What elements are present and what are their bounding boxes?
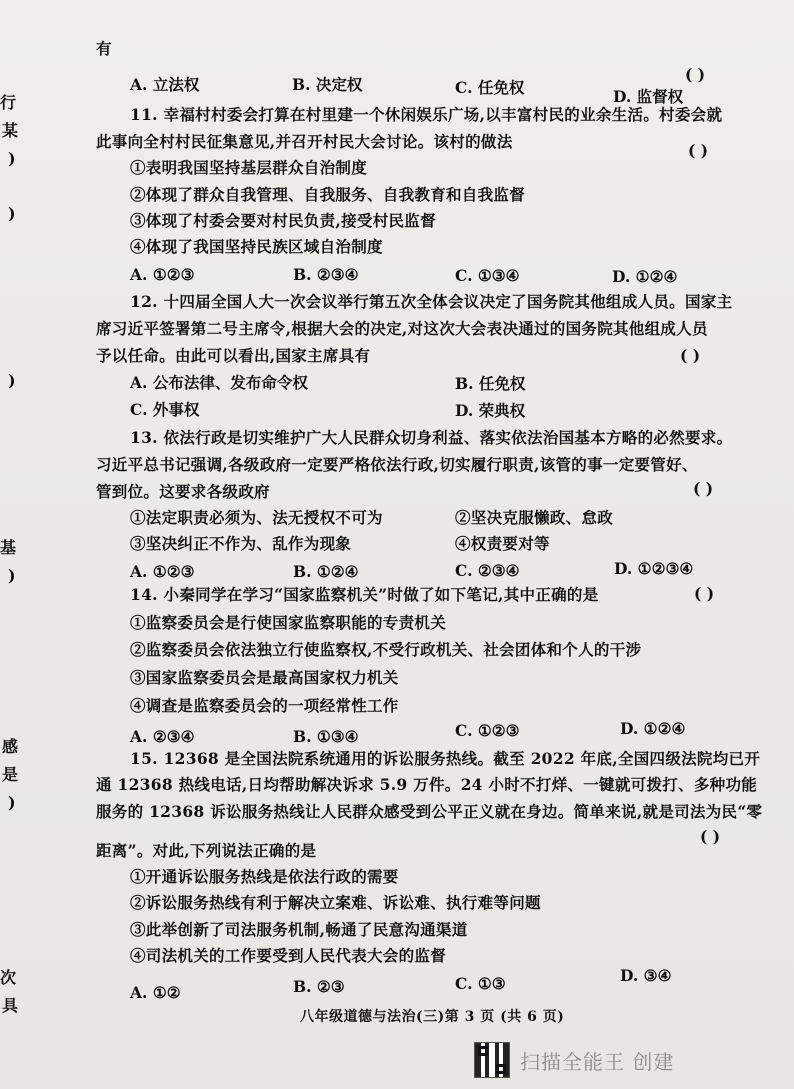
q11-stem-line1: 11. 幸福村村委会打算在村里建一个休闲娱乐广场,以丰富村民的业余生活。村委会就 — [130, 105, 723, 124]
q14-item-3: ③国家监察委员会是最高国家权力机关 — [130, 668, 399, 687]
q14-item-1: ①监察委员会是行使国家监察职能的专责机关 — [130, 613, 447, 632]
q15-stem-line1: 15. 12368 是全国法院系统通用的诉讼服务热线。截至 2022 年底,全国四级法院均已开 — [130, 749, 761, 768]
answer-paren: ( ) — [680, 346, 701, 365]
q11-item-4: ④体现了我国坚持民族区域自治制度 — [130, 237, 383, 256]
q15-stem-line2: 通 12368 热线电话,日均帮助解决诉求 5.9 万件。24 小时不打烊、一键就可拨打、多种功能 — [96, 775, 758, 794]
q13-stem-line2: 习近平总书记强调,各级政府一定要严格依法行政,切实履行职责,该管的事一定要管好、 — [96, 455, 698, 474]
q14-item-4: ④调查是监察委员会的一项经常性工作 — [130, 696, 399, 715]
q14-item-2: ②监察委员会依法独立行使监察权,不受行政机关、社会团体和个人的干涉 — [130, 640, 642, 659]
q12-stem-line3: 予以任命。由此可以看出,国家主席具有 — [96, 346, 371, 365]
option-d: D. ①②④ — [612, 267, 678, 286]
margin-char: ) — [8, 149, 16, 168]
q13-stem-line1: 13. 依法行政是切实维护广大人民群众切身利益、落实依法治国基本方略的必然要求。 — [130, 428, 733, 447]
q13-stem-line3: 管到位。这要求各级政府 — [96, 482, 270, 501]
margin-char: ) — [8, 566, 16, 585]
margin-char: 基 — [0, 538, 17, 557]
margin-char: ) — [8, 793, 16, 812]
option-a: A. 立法权 — [130, 75, 200, 94]
q15-item-4: ④司法机关的工作要受到人民代表大会的监督 — [130, 946, 447, 965]
watermark-text: 扫描全能王 创建 — [520, 1049, 675, 1074]
option-b: B. ①③④ — [293, 727, 359, 746]
q12-stem-line1: 12. 十四届全国人大一次会议举行第五次全体会议决定了国务院其他组成人员。国家主 — [130, 292, 733, 311]
margin-char: 某 — [2, 121, 19, 140]
option-c: C. ②③④ — [455, 561, 520, 580]
option-d: D. ①②③④ — [614, 559, 694, 578]
option-d: D. ①②④ — [620, 719, 686, 738]
q14-stem: 14. 小秦同学在学习“国家监察机关”时做了如下笔记,其中正确的是 — [130, 585, 599, 604]
option-a: A. ①②③ — [130, 562, 195, 581]
q11-item-1: ①表明我国坚持基层群众自治制度 — [130, 158, 368, 177]
option-c: C. 任免权 — [455, 78, 525, 97]
option-c: C. ①②③ — [455, 721, 520, 740]
q11-item-2: ②体现了群众自我管理、自我服务、自我教育和自我监督 — [130, 185, 526, 204]
option-b: B. ②③④ — [293, 265, 359, 284]
margin-char: 具 — [2, 996, 19, 1015]
answer-paren: ( ) — [688, 141, 709, 160]
q12-stem-line2: 席习近平签署第二号主席令,根据大会的决定,对这次大会表决通过的国务院其他组成人员 — [96, 319, 708, 338]
margin-char: 行 — [0, 93, 17, 112]
option-b: B. 任免权 — [455, 374, 526, 393]
answer-paren: ( ) — [693, 479, 714, 498]
qr-code-icon — [474, 1042, 510, 1078]
q15-item-1: ①开通诉讼服务热线是依法行政的需要 — [130, 867, 399, 886]
option-b: B. 决定权 — [292, 75, 363, 94]
option-a: A. ①② — [130, 983, 181, 1002]
q15-item-2: ②诉讼服务热线有利于解决立案难、诉讼难、执行难等问题 — [130, 893, 541, 912]
margin-char: 次 — [0, 968, 17, 987]
option-c: C. ①③ — [455, 974, 506, 993]
q13-item-4: ④权责要对等 — [455, 534, 550, 553]
answer-paren: ( ) — [700, 827, 721, 846]
q11-stem-line2: 此事向全村村民征集意见,并召开村民大会讨论。该村的做法 — [96, 132, 513, 151]
q13-item-3: ③坚决纠正不作为、乱作为现象 — [130, 534, 352, 553]
q15-stem-line4: 距离”。对此,下列说法正确的是 — [96, 841, 317, 860]
prev-question-tail: 有 — [96, 39, 112, 58]
scanner-watermark — [474, 1040, 674, 1080]
option-a: A. ②③④ — [130, 727, 195, 746]
q15-item-3: ③此举创新了司法服务机制,畅通了民意沟通渠道 — [130, 920, 468, 939]
option-d: D. ③④ — [620, 966, 672, 985]
margin-char: ) — [8, 204, 16, 223]
q13-item-2: ②坚决克服懒政、怠政 — [455, 508, 614, 527]
option-a: A. 公布法律、发布命令权 — [130, 373, 308, 392]
margin-char: 感 — [2, 737, 19, 756]
q13-item-1: ①法定职责必须为、法无授权不可为 — [130, 508, 383, 527]
q15-stem-line3: 服务的 12368 诉讼服务热线让人民群众感受到公平正义就在身边。简单来说,就是司法为民“零 — [96, 802, 763, 821]
option-c: C. ①③④ — [455, 266, 520, 285]
answer-paren: ( ) — [685, 65, 706, 84]
answer-paren: ( ) — [694, 584, 715, 603]
option-d: D. 监督权 — [613, 87, 684, 106]
option-c: C. 外事权 — [130, 400, 200, 419]
margin-char: 是 — [2, 765, 19, 784]
option-a: A. ①②③ — [130, 265, 195, 284]
margin-char: ) — [8, 371, 16, 390]
option-b: B. ①②④ — [293, 562, 359, 581]
page-footer: 八年级道德与法治(三)第 3 页 (共 6 页) — [300, 1009, 565, 1025]
option-b: B. ②③ — [293, 977, 345, 996]
q11-item-3: ③体现了村委会要对村民负责,接受村民监督 — [130, 211, 436, 230]
option-d: D. 荣典权 — [455, 401, 526, 420]
